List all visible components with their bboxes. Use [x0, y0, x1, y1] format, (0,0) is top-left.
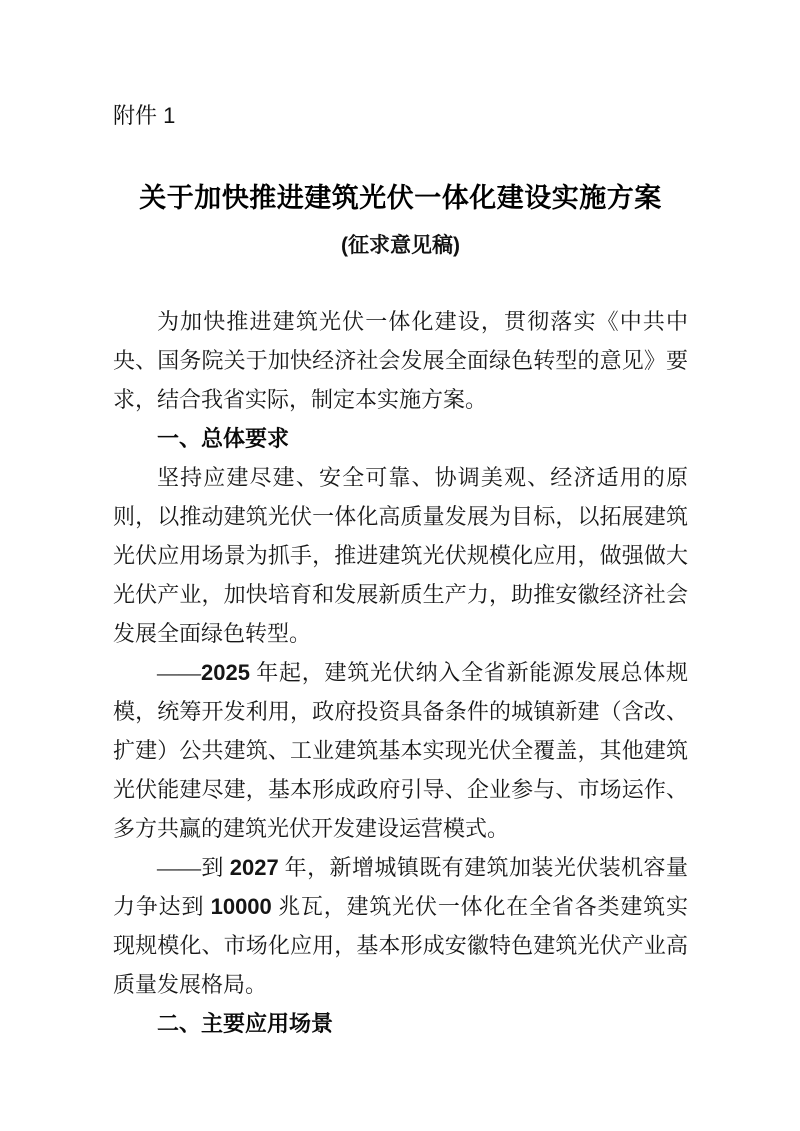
- paragraph: [113, 653, 688, 848]
- paragraph-text: 二、主要应用场景: [157, 1011, 334, 1037]
- document-title: 关于加快推进建筑光伏一体化建设实施方案: [139, 183, 662, 213]
- section-heading: [113, 1004, 688, 1043]
- paragraph-text: 兆瓦，建筑光伏一体化在全省各类建筑实现规模化、市场化应用，基本形成安徽特色建筑光伏产业高质量发展格局。: [113, 894, 688, 998]
- paragraph-text: ——: [157, 660, 201, 686]
- document-body: [113, 302, 688, 1043]
- paragraph: [113, 848, 688, 1004]
- document-subtitle: (征求意见稿): [341, 234, 460, 258]
- section-heading: [113, 419, 688, 458]
- paragraph-text: 为加快推进建筑光伏一体化建设，贯彻落实《中共中央、国务院关于加快经济社会发展全面绿色转型的意见》要求，结合我省实际，制定本实施方案。: [113, 309, 688, 413]
- number-text: 2025: [201, 660, 250, 686]
- attachment-label: 附件 1: [113, 103, 176, 128]
- paragraph-text: 一、总体要求: [157, 426, 290, 452]
- paragraph-text: 坚持应建尽建、安全可靠、协调美观、经济适用的原则，以推动建筑光伏一体化高质量发展为目标，以拓展建筑光伏应用场景为抓手，推进建筑光伏规模化应用，做强做大光伏产业，加快培育和发展新质生产力，助推安徽经济社会发展全面绿色转型。: [113, 465, 688, 647]
- number-text: 10000: [210, 894, 272, 920]
- paragraph-text: ——到: [157, 855, 230, 881]
- paragraph-text: 年，新增城镇既有建筑加装光伏装机容量力争达到: [113, 855, 688, 920]
- number-text: 2027: [229, 855, 279, 881]
- paragraph-text: 年起，建筑光伏纳入全省新能源发展总体规模，统筹开发利用，政府投资具备条件的城镇新建（含改、扩建）公共建筑、工业建筑基本实现光伏全覆盖，其他建筑光伏能建尽建，基本形成政府引导、企业参与、市场运作、多方共赢的建筑光伏开发建设运营模式。: [113, 660, 688, 842]
- paragraph: [113, 302, 688, 419]
- paragraph: [113, 458, 688, 653]
